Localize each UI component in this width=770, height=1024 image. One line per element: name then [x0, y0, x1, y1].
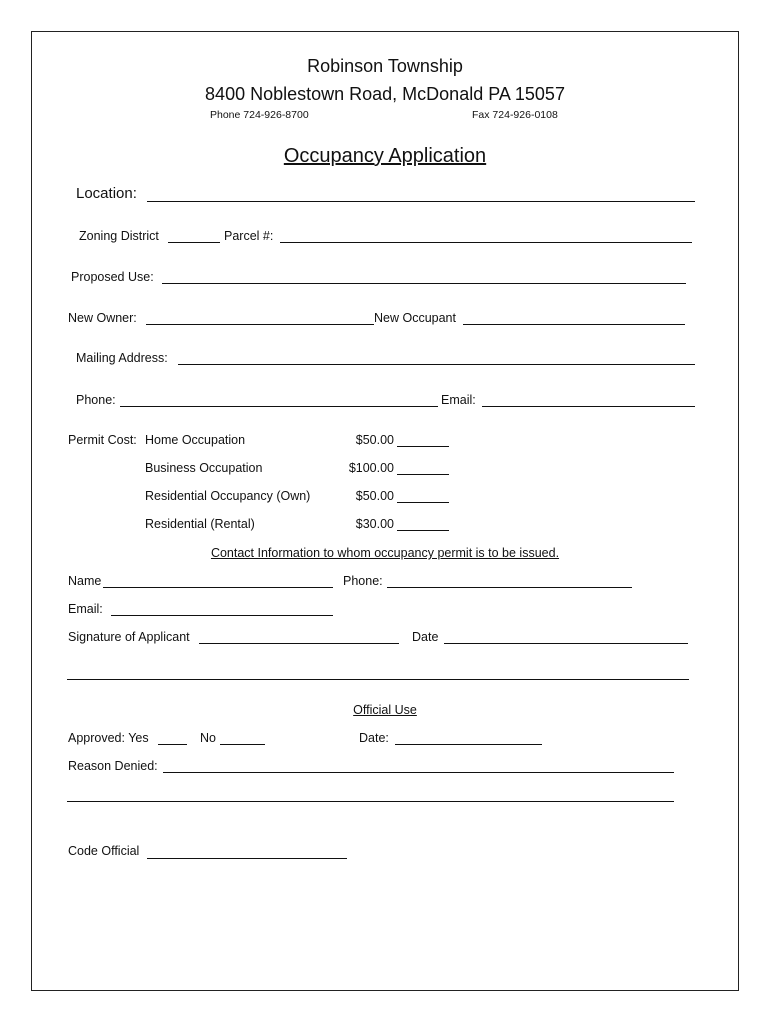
section-divider [67, 679, 689, 680]
official-date-field[interactable] [395, 744, 542, 745]
org-name: Robinson Township [307, 56, 463, 76]
phone-field[interactable] [120, 406, 438, 407]
code-official-field[interactable] [147, 858, 347, 859]
parcel-field[interactable] [280, 242, 692, 243]
contact-phone-label: Phone: [343, 574, 383, 588]
signature-field[interactable] [199, 643, 399, 644]
signature-label: Signature of Applicant [68, 630, 190, 644]
permit-item-price: $30.00 [355, 517, 394, 531]
official-date-label: Date: [359, 731, 389, 745]
email-label: Email: [441, 393, 476, 407]
new-occupant-label: New Occupant [374, 311, 456, 325]
mailing-address-label: Mailing Address: [76, 351, 168, 365]
approved-yes-label: Approved: Yes [68, 731, 149, 745]
code-official-label: Code Official [68, 844, 140, 858]
new-owner-label: New Owner: [68, 311, 137, 325]
permit-item-price: $100.00 [348, 461, 394, 475]
form-title: Occupancy Application [283, 145, 487, 167]
reason-denied-field[interactable] [163, 772, 674, 773]
approved-no-field[interactable] [220, 744, 265, 745]
contact-name-label: Name [68, 574, 102, 588]
contact-email-label: Email: [68, 602, 103, 616]
reason-denied-label: Reason Denied: [68, 759, 158, 773]
permit-item-name: Residential (Rental) [145, 517, 255, 531]
zoning-district-label: Zoning District [79, 229, 159, 243]
permit-item-field[interactable] [397, 530, 449, 531]
permit-item-field[interactable] [397, 474, 449, 475]
parcel-label: Parcel #: [224, 229, 274, 243]
approved-no-label: No [200, 731, 216, 745]
location-field[interactable] [147, 201, 695, 202]
permit-item-field[interactable] [397, 446, 449, 447]
approved-yes-field[interactable] [158, 744, 187, 745]
contact-heading: Contact Information to whom occupancy permit is to be issued. [210, 546, 560, 560]
contact-name-field[interactable] [103, 587, 333, 588]
new-occupant-field[interactable] [463, 324, 685, 325]
org-address: 8400 Noblestown Road, McDonald PA 15057 [205, 84, 565, 104]
reason-denied-field-continued[interactable] [67, 801, 674, 802]
email-field[interactable] [482, 406, 695, 407]
permit-cost-label: Permit Cost: [68, 433, 137, 447]
permit-item-price: $50.00 [355, 489, 394, 503]
signature-date-label: Date [412, 630, 439, 644]
permit-item-field[interactable] [397, 502, 449, 503]
permit-item-price: $50.00 [355, 433, 394, 447]
contact-email-field[interactable] [111, 615, 333, 616]
proposed-use-label: Proposed Use: [71, 270, 154, 284]
signature-date-field[interactable] [444, 643, 688, 644]
location-label: Location: [76, 185, 137, 202]
permit-item-name: Business Occupation [145, 461, 263, 475]
new-owner-field[interactable] [146, 324, 374, 325]
phone-label: Phone: [76, 393, 116, 407]
zoning-district-field[interactable] [168, 242, 220, 243]
proposed-use-field[interactable] [162, 283, 686, 284]
mailing-address-field[interactable] [178, 364, 695, 365]
contact-phone-field[interactable] [387, 587, 632, 588]
permit-item-name: Residential Occupancy (Own) [145, 489, 311, 503]
official-use-heading: Official Use [353, 703, 417, 717]
org-fax: Fax 724-926-0108 [472, 109, 558, 121]
org-phone: Phone 724-926-8700 [210, 109, 309, 121]
permit-item-name: Home Occupation [145, 433, 246, 447]
